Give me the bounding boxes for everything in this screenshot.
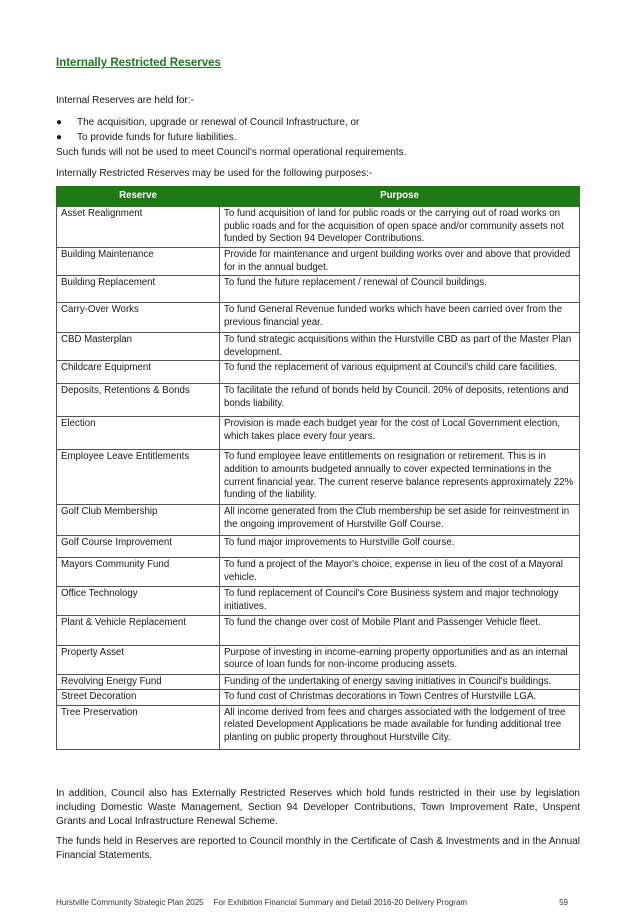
footer-plan-title: Hurstville Community Strategic Plan 2025 [56,898,204,907]
purpose-cell: To facilitate the refund of bonds held by Council. 20% of deposits, retentions and bonds liability. [220,384,580,417]
purpose-cell: All income generated from the Club membership be set aside for reinvestment in the ongoing improvement of Hurstville Golf Course. [220,505,580,536]
table-row [57,248,580,276]
reserve-cell: Plant & Vehicle Replacement [57,615,220,645]
header-purpose: Purpose [220,187,580,207]
page-footer [56,898,568,907]
purpose-cell: To fund acquisition of land for public roads or the carrying out of road works on public roads and for the acquisition of open space and/or community assets not funded by Section 94 Developer Contributions. [220,207,580,248]
section-heading: Internally Restricted Reserves [56,57,221,69]
purpose-cell: To fund the future replacement / renewal of Council buildings. [220,276,580,303]
purpose-cell: To fund the replacement of various equipment at Council's child care facilities. [220,361,580,384]
reserve-cell: Property Asset [57,645,220,674]
purpose-cell: To fund major improvements to Hurstville Golf course. [220,536,580,558]
purpose-cell: To fund strategic acquisitions within the Hurstville CBD as part of the Master Plan development. [220,333,580,361]
list-item [56,130,359,145]
purpose-cell: To fund replacement of Council's Core Business system and major technology initiatives. [220,587,580,615]
reserve-cell: Golf Course Improvement [57,536,220,558]
purpose-cell: To fund employee leave entitlements on resignation or retirement. This is in addition to amounts budgeted annually to cover expected terminations in the current financial year. The current reserve balance represents approximately 22% funding of the liability. [220,450,580,505]
reserve-cell: Building Maintenance [57,248,220,276]
purpose-cell: To fund a project of the Mayor's choice, expense in lieu of the cost of a Mayoral vehicle. [220,558,580,587]
intro-text: Internal Reserves are held for:- [56,95,194,106]
list-item [56,115,359,130]
reserve-cell: Election [57,417,220,450]
table-intro: Internally Restricted Reserves may be used for the following purposes:- [56,168,373,179]
header-reserve: Reserve [57,187,220,207]
table-row [57,303,580,333]
reserve-cell: Asset Realignment [57,207,220,248]
purpose-cell: To fund General Revenue funded works which have been carried over from the previous financial year. [220,303,580,333]
table-row [57,207,580,248]
purpose-cell: Funding of the undertaking of energy saving initiatives in Council's buildings. [220,674,580,690]
purpose-cell: To fund cost of Christmas decorations in Town Centres of Hurstville LGA. [220,690,580,706]
table-row [57,450,580,505]
reserve-cell: Childcare Equipment [57,361,220,384]
purpose-cell: Provision is made each budget year for the cost of Local Government election, which takes place every four years. [220,417,580,450]
reserve-cell: CBD Masterplan [57,333,220,361]
footer-document-title: For Exhibition Financial Summary and Detail 2016-20 Delivery Program [213,898,468,907]
reserve-cell: Mayors Community Fund [57,558,220,587]
bullet-text: To provide funds for future liabilities. [77,132,237,143]
reporting-paragraph: The funds held in Reserves are reported to Council monthly in the Certificate of Cash & Investments and in the Annual Financial Statements. [56,836,580,861]
bullet-text: The acquisition, upgrade or renewal of Council Infrastructure, or [77,117,360,128]
reserve-cell: Office Technology [57,587,220,615]
bullet-list [56,115,359,145]
bullet-icon: ● [56,132,63,143]
table-row [57,505,580,536]
reserve-cell: Building Replacement [57,276,220,303]
table-row [57,361,580,384]
bullet-icon: ● [56,117,63,128]
table-row [57,384,580,417]
reserve-cell: Street Decoration [57,690,220,706]
reserve-cell: Carry-Over Works [57,303,220,333]
table-row [57,587,580,615]
reserve-cell: Tree Preservation [57,705,220,749]
table-row [57,558,580,587]
table-row [57,276,580,303]
table-row [57,536,580,558]
table-row [57,615,580,645]
purpose-cell: Provide for maintenance and urgent building works over and above that provided for in the annual budget. [220,248,580,276]
reserves-table [56,186,580,750]
table-row [57,333,580,361]
table-row [57,417,580,450]
purpose-cell: Purpose of investing in income-earning property opportunities and as an internal source of loan funds for non-income producing assets. [220,645,580,674]
table-header-row [57,187,580,207]
page-number: 59 [559,898,568,907]
reserve-cell: Golf Club Membership [57,505,220,536]
reserve-cell: Revolving Energy Fund [57,674,220,690]
table-row [57,690,580,706]
reserve-cell: Employee Leave Entitlements [57,450,220,505]
external-reserves-paragraph: In addition, Council also has Externally Restricted Reserves which hold funds restricted in their use by legislation including Domestic Waste Management, Section 94 Developer Contributions, Town Improvement Rate, Unspent Grants and Local Infrastructure Renewal Scheme. [56,788,580,827]
reserve-cell: Deposits, Retentions & Bonds [57,384,220,417]
table-row [57,705,580,749]
purpose-cell: All income derived from fees and charges associated with the lodgement of tree related Development Applications be made available for funding additional tree planting on public property throughout Hurstville City. [220,705,580,749]
table-row [57,645,580,674]
table-row [57,674,580,690]
not-used-text: Such funds will not be used to meet Council's normal operational requirements. [56,147,407,158]
purpose-cell: To fund the change over cost of Mobile Plant and Passenger Vehicle fleet. [220,615,580,645]
